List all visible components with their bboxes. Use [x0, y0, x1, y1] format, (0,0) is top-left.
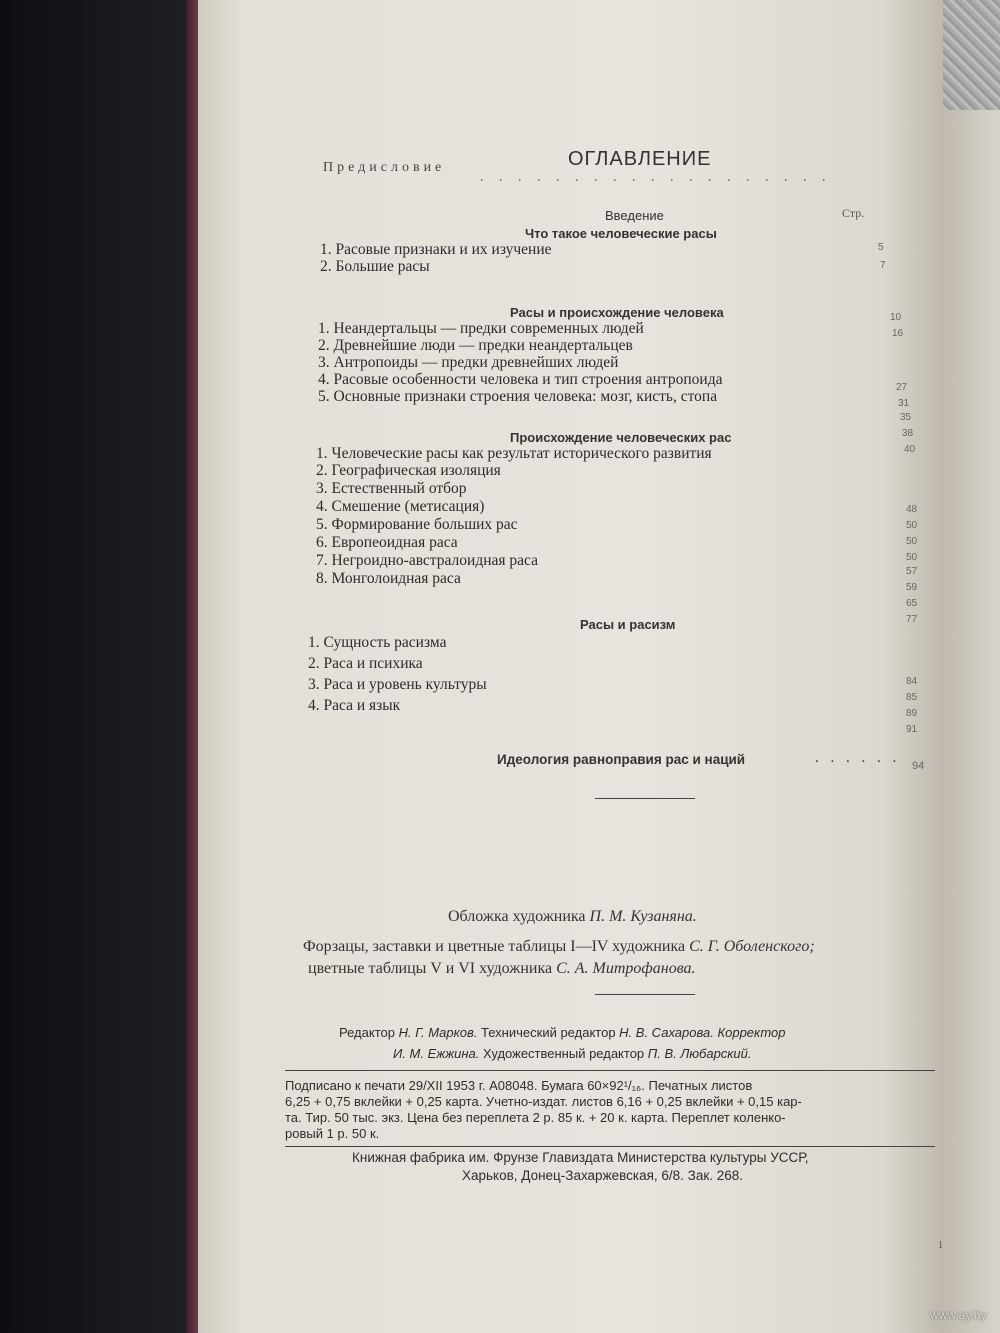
toc-entry: 5. Формирование больших рас	[316, 516, 518, 533]
divider	[285, 1070, 935, 1071]
page-number: 94	[912, 760, 925, 772]
credit-line: Форзацы, заставки и цветные таблицы I—IV художника С. Г. Оболенского;	[303, 938, 815, 955]
divider	[595, 798, 695, 799]
toc-entry: 8. Монголоидная раса	[316, 570, 461, 587]
page-number: 91	[906, 724, 918, 735]
corner-mark: 1	[938, 1240, 943, 1251]
toc-entry: 4. Раса и язык	[308, 697, 401, 714]
page-number: 89	[906, 708, 918, 719]
factory-line: Харьков, Донец-Захаржевская, 6/8. Зак. 268.	[462, 1168, 744, 1183]
credit-line: цветные таблицы V и VI художника С. А. Митрофанова.	[308, 960, 696, 977]
page-number: 59	[906, 582, 918, 593]
page-number: 27	[896, 382, 908, 393]
imprint-line: та. Тир. 50 тыс. экз. Цена без переплета 2 р. 85 к. + 20 к. карта. Переплет коленко-	[285, 1110, 786, 1125]
section-heading: Расы и расизм	[580, 617, 676, 632]
page-number: 31	[898, 398, 910, 409]
toc-entry: 4. Расовые особенности человека и тип строения антропоида	[318, 371, 723, 388]
divider	[285, 1146, 935, 1147]
toc-entry: 1. Расовые признаки и их изучение	[320, 241, 552, 258]
toc-entry: 2. Географическая изоляция	[316, 462, 501, 479]
background-dark	[0, 0, 205, 1333]
toc-entry: 2. Большие расы	[320, 258, 430, 275]
toc-entry: 6. Европеоидная раса	[316, 534, 458, 551]
imprint-line: 6,25 + 0,75 вклейки + 0,25 карта. Учетно-издат. листов 6,16 + 0,25 вклейки + 0,15 кар-	[285, 1094, 802, 1109]
editors-line: Редактор Н. Г. Марков. Технический редактор Н. В. Сахарова. Корректор	[339, 1025, 786, 1040]
toc-entry: 3. Естественный отбор	[316, 480, 467, 497]
credit-cover: Обложка художника П. М. Кузаняна.	[448, 908, 697, 925]
page-number: 65	[906, 598, 918, 609]
toc-entry: 1. Человеческие расы как результат исторического развития	[316, 445, 712, 462]
page-number: 50	[906, 552, 918, 563]
page-number: 77	[906, 614, 918, 625]
page-number: 10	[890, 312, 902, 323]
section-heading: Происхождение человеческих рас	[510, 430, 732, 445]
toc-entry: 1. Неандертальцы — предки современных людей	[318, 320, 644, 337]
toc-entry: 3. Антропоиды — предки древнейших людей	[318, 354, 619, 371]
leader-dots: . . . . . . . . . . . . . . . . . . .	[480, 170, 832, 185]
preface-label: Предисловие	[323, 160, 446, 175]
toc-entry: 7. Негроидно-австралоидная раса	[316, 552, 538, 569]
page-number: 50	[906, 520, 918, 531]
toc-entry: 2. Древнейшие люди — предки неандертальцев	[318, 337, 633, 354]
toc-entry: 5. Основные признаки строения человека: мозг, кисть, стопа	[318, 388, 718, 405]
page-number: 16	[892, 328, 904, 339]
toc-entry: 2. Раса и психика	[308, 655, 423, 672]
page-column-label: Стр.	[842, 206, 865, 220]
page-number: 7	[880, 260, 886, 271]
page-number: 50	[906, 536, 918, 547]
divider	[595, 994, 695, 995]
watermark: www.ay.by	[930, 1308, 987, 1322]
page-number: 57	[906, 566, 918, 577]
final-heading: Идеология равноправия рас и наций	[497, 752, 746, 767]
toc-entry: 4. Смешение (метисация)	[316, 498, 485, 515]
editors-line: И. М. Ежжина. Художественный редактор П. В. Любарский.	[393, 1046, 752, 1061]
page-number: 84	[906, 676, 918, 687]
intro-heading: Введение	[605, 208, 664, 223]
toc-entry: 3. Раса и уровень культуры	[308, 676, 487, 693]
toc-title: ОГЛАВЛЕНИЕ	[568, 148, 712, 170]
toc-entry: 1. Сущность расизма	[308, 634, 447, 651]
imprint-line: Подписано к печати 29/XII 1953 г. А08048. Бумага 60×92¹/₁₆. Печатных листов	[285, 1078, 753, 1093]
section-heading: Расы и происхождение человека	[510, 305, 724, 320]
leader-dots: . . . . . .	[815, 750, 901, 766]
factory-line: Книжная фабрика им. Фрунзе Главиздата Министерства культуры УССР,	[352, 1150, 809, 1165]
page-number: 35	[900, 412, 912, 423]
page-number: 40	[904, 444, 916, 455]
section-heading: Что такое человеческие расы	[525, 226, 717, 241]
page-number: 5	[878, 242, 884, 253]
page-number: 48	[906, 504, 918, 515]
page-number: 38	[902, 428, 914, 439]
imprint-line: ровый 1 р. 50 к.	[285, 1126, 380, 1141]
page-number: 85	[906, 692, 918, 703]
